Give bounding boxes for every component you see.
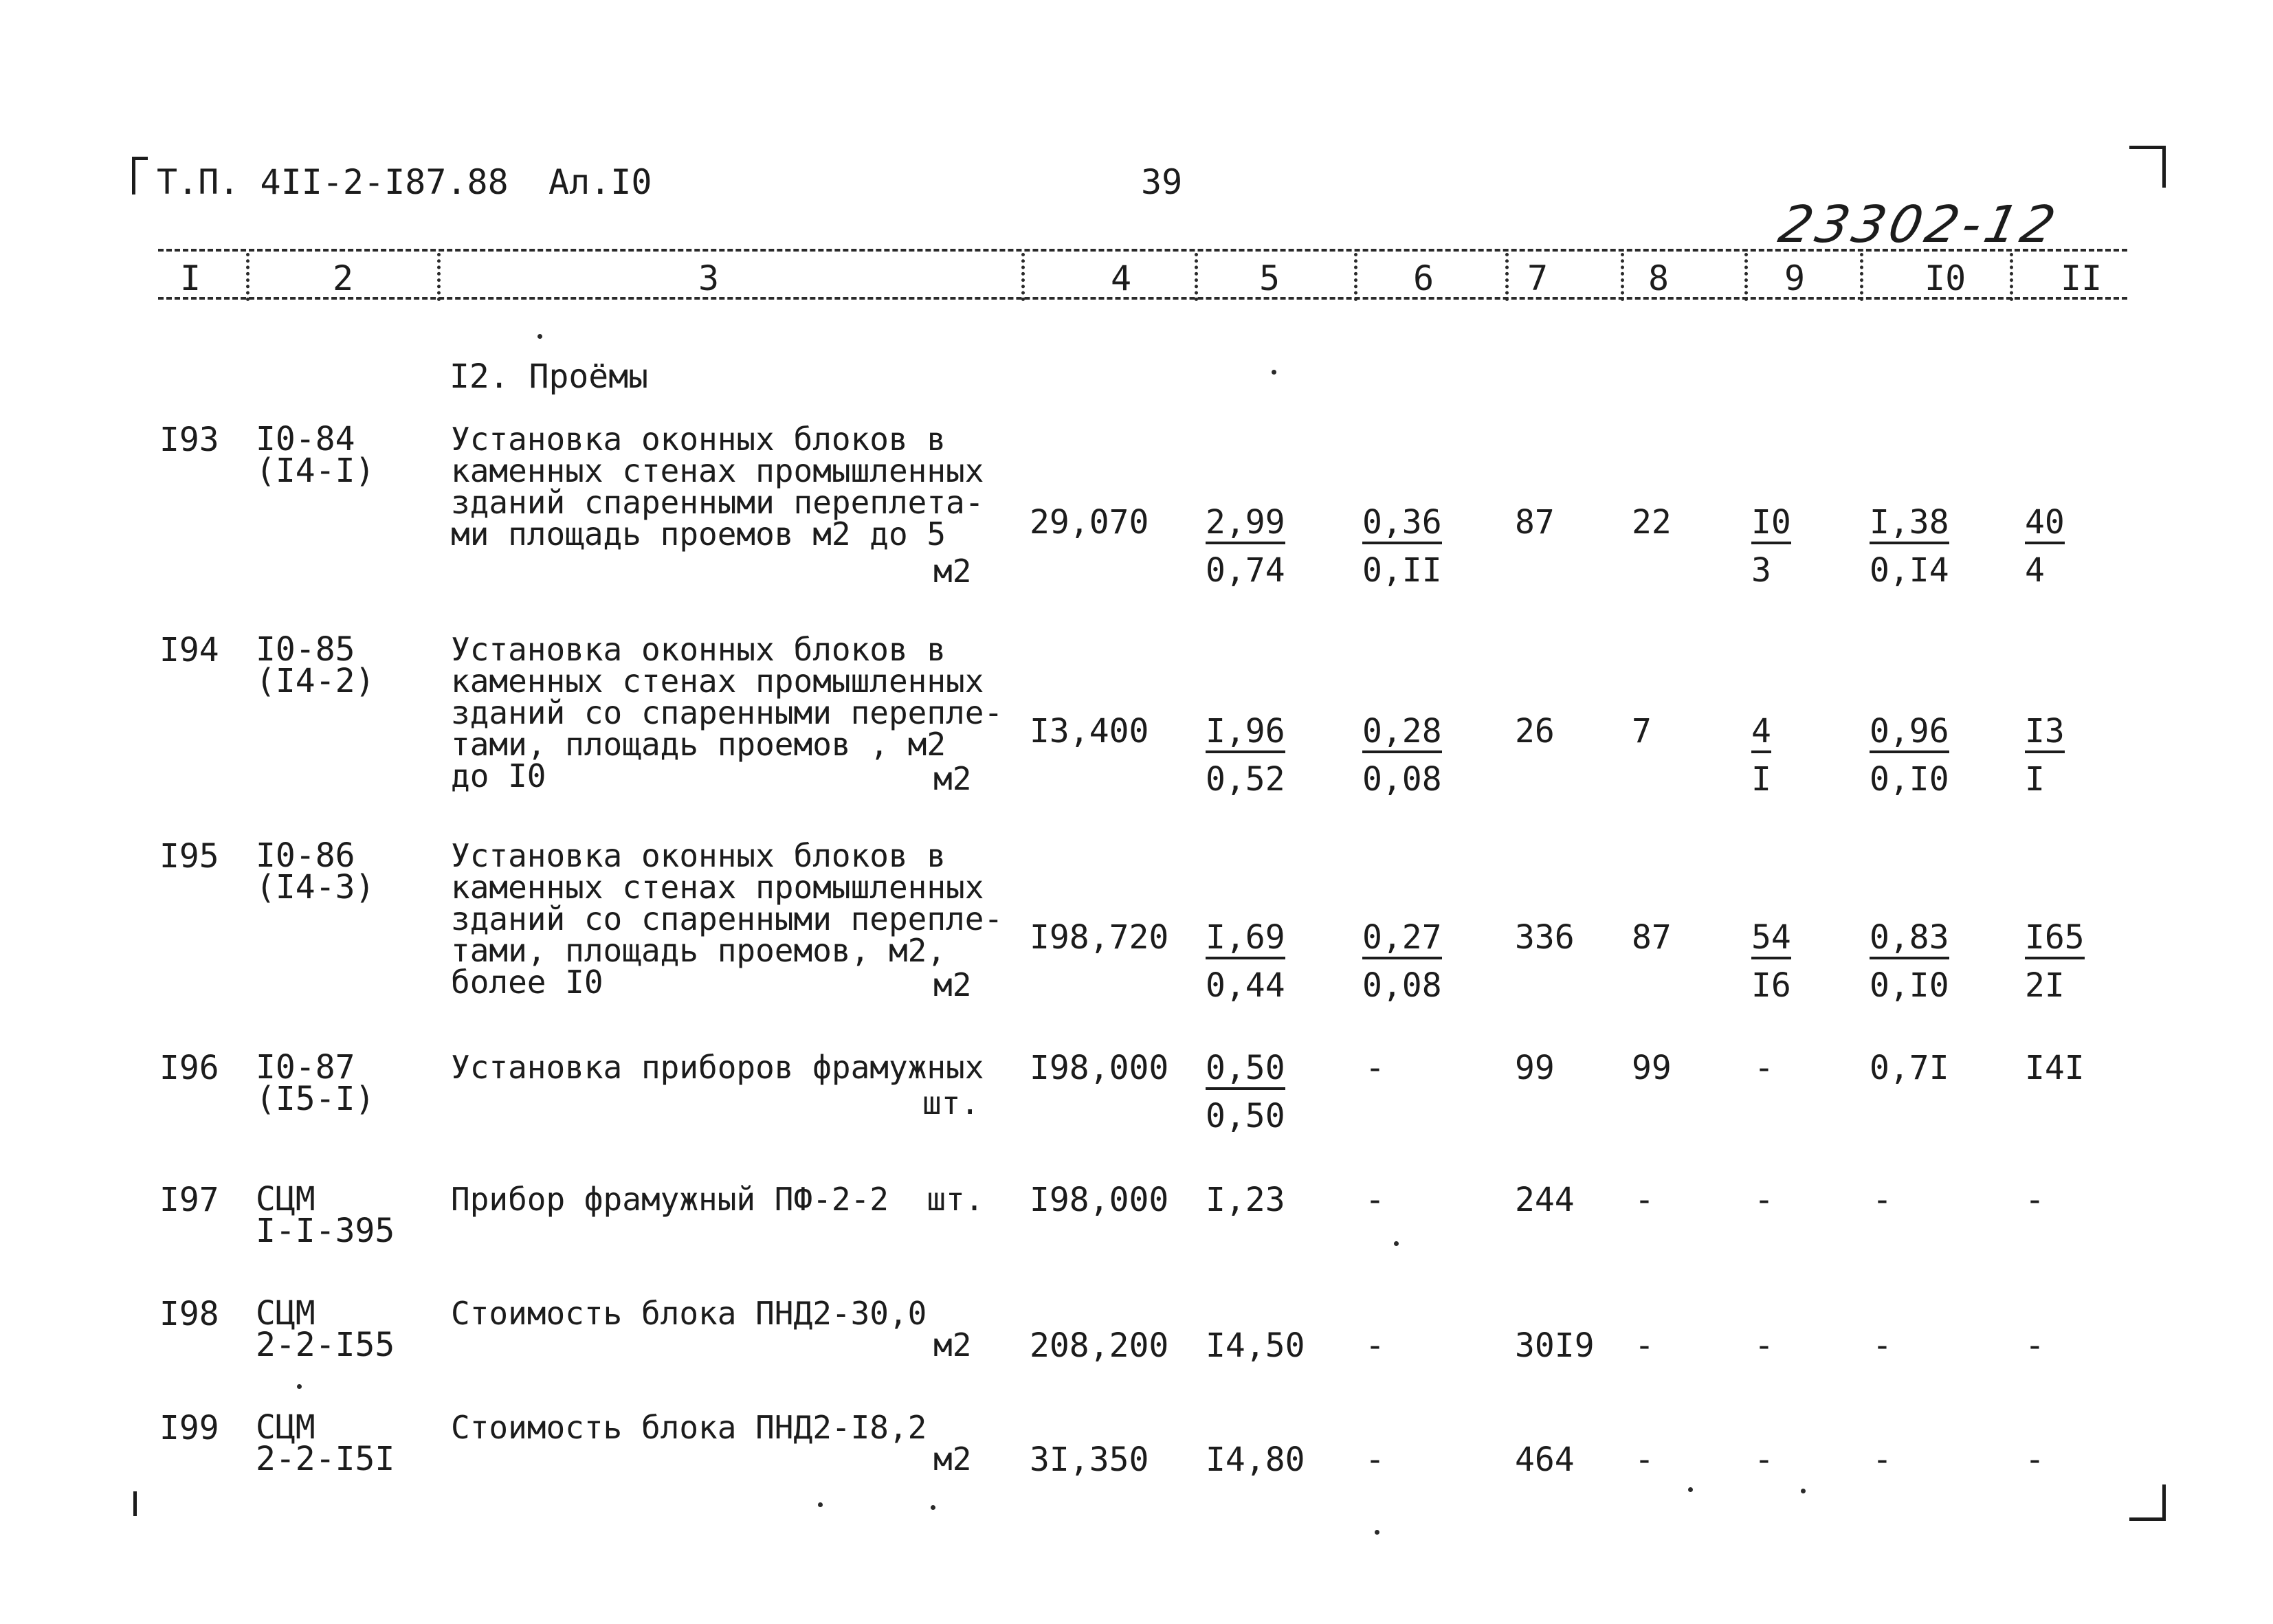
fraction-top: 0,83 — [1870, 921, 1949, 959]
fraction-bottom: 0,44 — [1206, 966, 1285, 1005]
column-number-6: 6 — [1413, 258, 1434, 298]
row-col7: 26 — [1515, 712, 1555, 750]
fraction-top: 54 — [1751, 921, 1791, 959]
fraction-top: I,69 — [1206, 921, 1285, 959]
row-unit: м2 — [933, 1326, 972, 1364]
column-number-10: I0 — [1925, 258, 1966, 298]
code-line: I0-87 — [256, 1048, 355, 1087]
scan-speck — [537, 334, 542, 339]
fraction-bottom: 0,74 — [1206, 551, 1285, 590]
column-number-2: 2 — [333, 258, 354, 298]
code-line: I-I-395 — [256, 1212, 395, 1250]
page-number: 39 — [1141, 162, 1183, 202]
row-col10-fraction — [1870, 712, 1949, 799]
column-separator — [1860, 253, 1863, 301]
row-quantity: 208,200 — [1030, 1326, 1169, 1365]
row-norm-code — [256, 630, 375, 700]
row-col7: 30I9 — [1515, 1326, 1595, 1365]
row-col5: I4,50 — [1206, 1326, 1305, 1365]
scan-speck — [1394, 1241, 1399, 1246]
row-col8: - — [1634, 1441, 1654, 1479]
row-quantity: 29,070 — [1030, 503, 1149, 542]
code-line: (I4-2) — [256, 662, 375, 700]
row-norm-code — [256, 1294, 395, 1364]
row-quantity: I98,720 — [1030, 918, 1169, 957]
fraction-top: I,96 — [1206, 715, 1285, 753]
row-col8: 87 — [1632, 918, 1672, 957]
fraction-bottom: 3 — [1751, 551, 1771, 590]
fraction-top: 0,96 — [1870, 715, 1949, 753]
code-line: I0-86 — [256, 836, 355, 875]
header-rule-top — [158, 249, 2127, 252]
row-col10: - — [1872, 1441, 1892, 1479]
document-code: Т.П. 4II-2-I87.88 — [157, 162, 509, 202]
fraction-top: 0,50 — [1206, 1052, 1285, 1090]
header-rule-bottom — [158, 297, 2127, 300]
fraction-top: 0,36 — [1362, 506, 1442, 544]
row-col6-fraction — [1362, 918, 1442, 1005]
row-col9: - — [1754, 1049, 1774, 1087]
scan-speck — [931, 1505, 935, 1510]
scan-speck — [818, 1502, 823, 1507]
fraction-bottom: 4 — [2025, 551, 2045, 590]
row-number: I96 — [159, 1049, 219, 1087]
code-line: СЦМ — [256, 1294, 315, 1333]
code-line: СЦМ — [256, 1408, 315, 1447]
row-description — [451, 631, 1004, 797]
row-col11: I4I — [2025, 1049, 2085, 1087]
fraction-bottom: 0,08 — [1362, 966, 1442, 1005]
row-number: I98 — [159, 1295, 219, 1333]
fraction-bottom: 0,II — [1362, 551, 1442, 590]
column-separator — [1621, 253, 1624, 301]
code-line: 2-2-I55 — [256, 1326, 395, 1364]
fraction-top: 0,27 — [1362, 921, 1442, 959]
row-description — [451, 1049, 984, 1086]
row-col5-fraction — [1206, 918, 1285, 1005]
row-description — [451, 1409, 927, 1446]
fraction-top: I,38 — [1870, 506, 1949, 544]
row-unit: шт. — [922, 1084, 980, 1122]
description-line: тами, площадь проемов , м2 — [451, 726, 946, 763]
description-line: до I0 — [451, 757, 546, 794]
column-number-3: 3 — [698, 258, 720, 298]
row-col10-fraction — [1870, 503, 1949, 590]
code-line: (I5-I) — [256, 1080, 375, 1118]
scan-speck — [297, 1384, 302, 1389]
description-line: Установка приборов фрамужных — [451, 1049, 984, 1086]
row-col11-fraction — [2025, 712, 2065, 799]
row-col7: 244 — [1515, 1181, 1575, 1219]
corner-mark-bottom-left — [133, 1491, 137, 1516]
row-col5: I4,80 — [1206, 1441, 1305, 1479]
row-col6: - — [1365, 1181, 1385, 1219]
column-number-5: 5 — [1259, 258, 1280, 298]
code-line: I0-85 — [256, 630, 355, 669]
description-line: тами, площадь проемов, м2, — [451, 932, 946, 969]
row-norm-code — [256, 1048, 375, 1118]
code-line: (I4-I) — [256, 452, 375, 490]
row-col7: 464 — [1515, 1441, 1575, 1479]
row-number: I97 — [159, 1181, 219, 1219]
row-col5-fraction — [1206, 1049, 1285, 1135]
row-col10: 0,7I — [1870, 1049, 1949, 1087]
description-line: Стоимость блока ПНД2-30,0 — [451, 1295, 927, 1332]
description-line: Установка оконных блоков в — [451, 837, 946, 874]
row-col6: - — [1365, 1441, 1385, 1479]
row-quantity: 3I,350 — [1030, 1441, 1149, 1479]
row-col8: 99 — [1632, 1049, 1672, 1087]
row-col8: - — [1634, 1181, 1654, 1219]
column-separator — [1195, 253, 1198, 301]
row-unit: м2 — [933, 760, 972, 797]
fraction-bottom: I — [1751, 760, 1771, 799]
scan-speck — [1375, 1530, 1379, 1535]
row-col10: - — [1872, 1326, 1892, 1365]
fraction-top: 40 — [2025, 506, 2065, 544]
column-separator — [246, 253, 250, 301]
fraction-top: 4 — [1751, 715, 1771, 753]
code-line: I0-84 — [256, 420, 355, 458]
scan-speck — [1272, 370, 1276, 375]
description-line: Установка оконных блоков в — [451, 631, 946, 668]
row-number: I99 — [159, 1409, 219, 1447]
row-col5-fraction — [1206, 503, 1285, 590]
column-number-11: II — [2061, 258, 2103, 298]
column-separator — [2010, 253, 2013, 301]
row-unit: м2 — [933, 553, 972, 590]
row-col6-fraction — [1362, 503, 1442, 590]
description-line: зданий спаренными переплета- — [451, 484, 984, 521]
fraction-bottom: I — [2025, 760, 2045, 799]
description-line: зданий со спаренными перепле- — [451, 694, 1004, 731]
column-separator — [1505, 253, 1509, 301]
description-line: Стоимость блока ПНД2-I8,2 — [451, 1409, 927, 1446]
column-number-7: 7 — [1527, 258, 1549, 298]
column-number-4: 4 — [1111, 258, 1132, 298]
corner-mark-top-left — [132, 157, 148, 194]
fraction-top: I3 — [2025, 715, 2065, 753]
fraction-bottom: 0,08 — [1362, 760, 1442, 799]
row-number: I93 — [159, 421, 219, 459]
fraction-bottom: 2I — [2025, 966, 2065, 1005]
row-col6: - — [1365, 1049, 1385, 1087]
row-col9: - — [1754, 1441, 1774, 1479]
row-col8: 7 — [1632, 712, 1652, 750]
row-col6-fraction — [1362, 712, 1442, 799]
fraction-bottom: I6 — [1751, 966, 1791, 1005]
handwritten-stamp: 23302-12 — [1773, 195, 2065, 254]
fraction-top: I65 — [2025, 921, 2085, 959]
row-col9-fraction — [1751, 712, 1771, 799]
album-number: Ал.I0 — [548, 162, 652, 202]
column-separator — [437, 253, 441, 301]
column-separator — [1744, 253, 1748, 301]
description-line: более I0 — [451, 964, 603, 1001]
row-col10-fraction — [1870, 918, 1949, 1005]
row-unit: м2 — [933, 966, 972, 1003]
description-line: зданий со спаренными перепле- — [451, 900, 1004, 937]
row-description — [451, 1181, 984, 1218]
row-col9-fraction — [1751, 503, 1791, 590]
row-description — [451, 1295, 927, 1332]
description-line: каменных стенах промышленных — [451, 452, 984, 489]
row-norm-code — [256, 1408, 395, 1478]
row-col11-fraction — [2025, 918, 2085, 1005]
row-col10: - — [1872, 1181, 1892, 1219]
row-col5-fraction — [1206, 712, 1285, 799]
row-quantity: I98,000 — [1030, 1049, 1169, 1087]
corner-mark-bottom-right — [2129, 1484, 2166, 1521]
description-line: ми площадь проемов м2 до 5 — [451, 515, 946, 553]
fraction-bottom: 0,52 — [1206, 760, 1285, 799]
column-separator — [1021, 253, 1025, 301]
fraction-bottom: 0,I4 — [1870, 551, 1949, 590]
row-col11: - — [2025, 1326, 2045, 1365]
row-number: I94 — [159, 631, 219, 669]
row-norm-code — [256, 836, 375, 906]
row-col11: - — [2025, 1181, 2045, 1219]
description-line: Прибор фрамужный ПФ-2-2 шт. — [451, 1181, 984, 1218]
row-col6: - — [1365, 1326, 1385, 1365]
row-col7: 336 — [1515, 918, 1575, 957]
row-col8: 22 — [1632, 503, 1672, 542]
row-col9: - — [1754, 1181, 1774, 1219]
description-line: каменных стенах промышленных — [451, 663, 984, 700]
row-col9-fraction — [1751, 918, 1791, 1005]
row-quantity: I98,000 — [1030, 1181, 1169, 1219]
code-line: (I4-3) — [256, 868, 375, 906]
fraction-top: 0,28 — [1362, 715, 1442, 753]
fraction-bottom: 0,I0 — [1870, 760, 1949, 799]
code-line: СЦМ — [256, 1180, 315, 1219]
fraction-bottom: 0,50 — [1206, 1097, 1285, 1135]
row-description — [451, 421, 984, 553]
description-line: Установка оконных блоков в — [451, 421, 946, 458]
column-number-9: 9 — [1784, 258, 1806, 298]
row-col11-fraction — [2025, 503, 2065, 590]
corner-mark-top-right — [2129, 146, 2166, 188]
row-norm-code — [256, 420, 375, 490]
row-norm-code — [256, 1180, 395, 1250]
row-col9: - — [1754, 1326, 1774, 1365]
column-number-1: I — [180, 258, 201, 298]
fraction-bottom: 0,I0 — [1870, 966, 1949, 1005]
row-quantity: I3,400 — [1030, 712, 1149, 750]
row-col7: 87 — [1515, 503, 1555, 542]
row-number: I95 — [159, 837, 219, 876]
row-description — [451, 837, 1004, 1001]
row-unit: м2 — [933, 1441, 972, 1478]
row-col7: 99 — [1515, 1049, 1555, 1087]
code-line: 2-2-I5I — [256, 1440, 395, 1478]
row-col11: - — [2025, 1441, 2045, 1479]
fraction-top: 2,99 — [1206, 506, 1285, 544]
row-col8: - — [1634, 1326, 1654, 1365]
section-title: I2. Проёмы — [450, 357, 648, 396]
column-number-8: 8 — [1648, 258, 1670, 298]
row-col5: I,23 — [1206, 1181, 1285, 1219]
scan-speck — [1801, 1489, 1806, 1493]
scan-speck — [1688, 1487, 1693, 1492]
description-line: каменных стенах промышленных — [451, 869, 984, 906]
column-separator — [1354, 253, 1357, 301]
fraction-top: I0 — [1751, 506, 1791, 544]
